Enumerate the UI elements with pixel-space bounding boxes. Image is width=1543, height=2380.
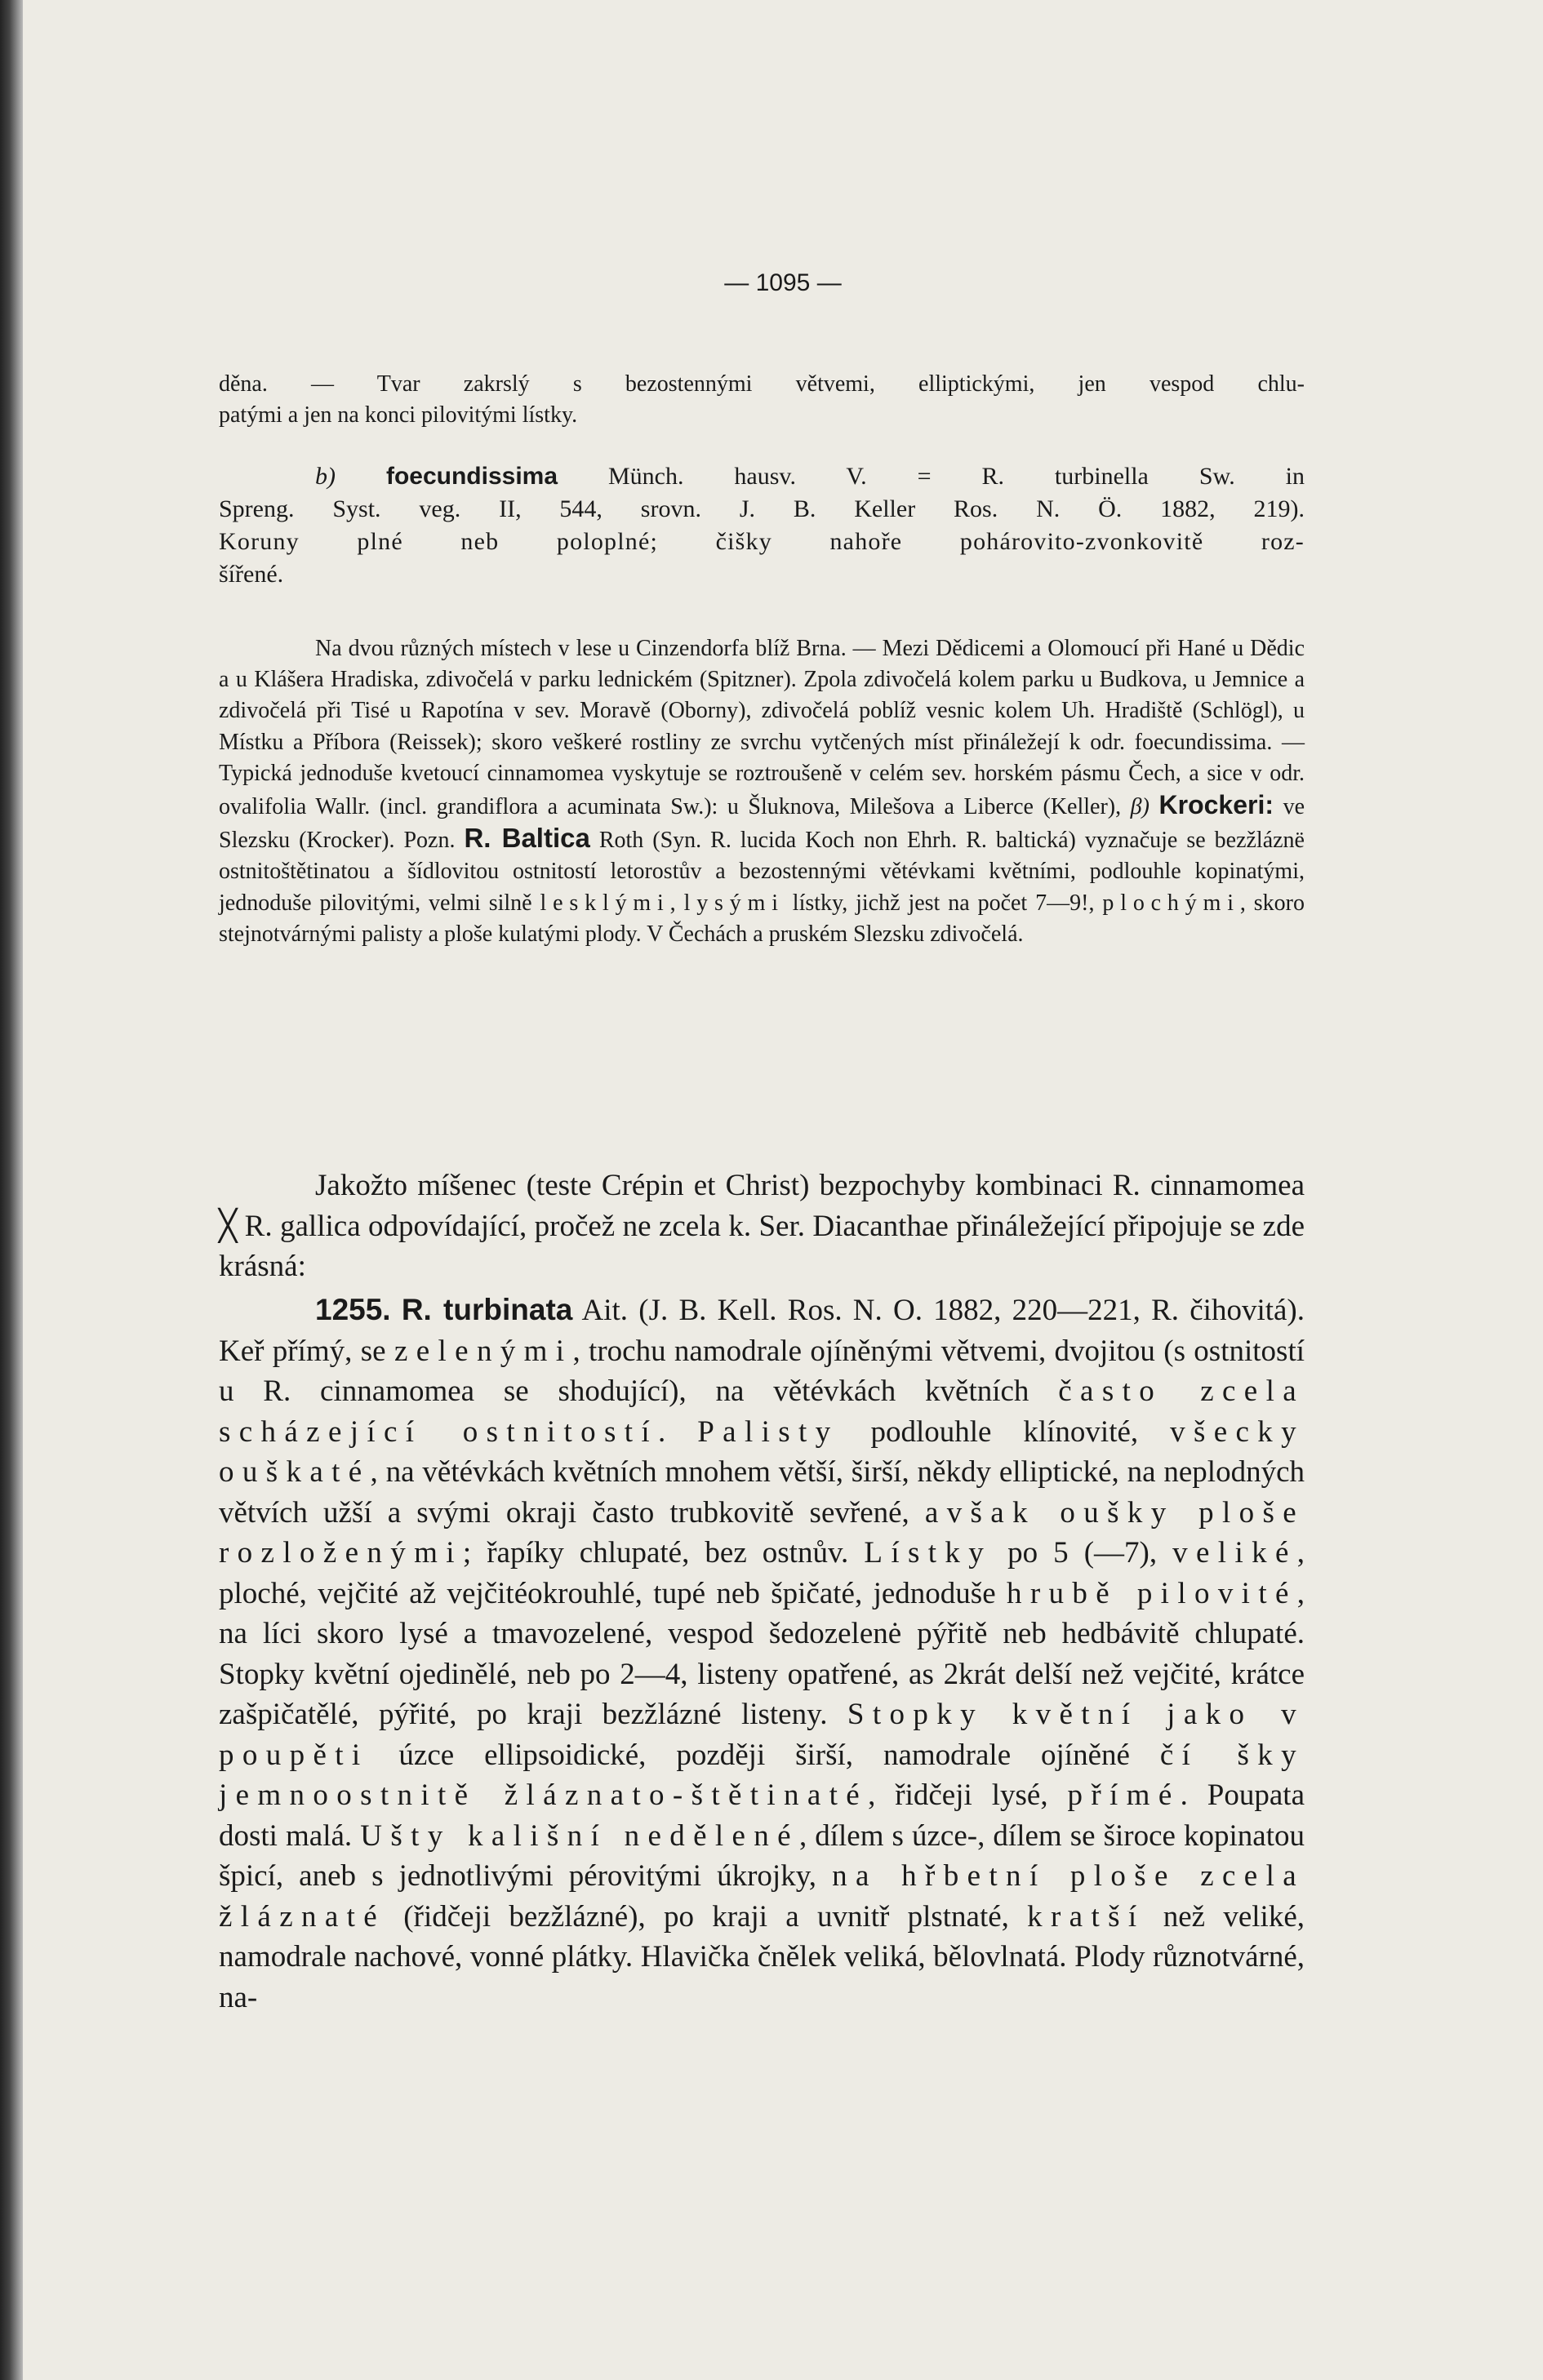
species-text: , na líci skoro lysé a tmavozelené, vespod šedozelenė pýřitě neb hedbávitě chlupaté. Stopky květní ojedinělé, neb po 2—4, listeny opatřené, as 2krát delší než vejčité, krátce zašpičatělé, pýřité, po kraji bezžlázné listeny. — [219, 1576, 1305, 1731]
species-description — [219, 1290, 1305, 2018]
species-text: , dílem s úzce-, dílem se široce kopinatou špicí, aneb s jednotlivými pérovitými úkrojky, — [219, 1818, 1305, 1893]
spaced-plochymi: plochými — [1102, 890, 1240, 916]
continued-description — [219, 369, 1305, 431]
occurrence-text — [219, 633, 1305, 950]
species-text: po 5 (—7), — [992, 1536, 1173, 1570]
species-text: ; řapíky chlupaté, bez ostnův. — [462, 1536, 865, 1570]
species-number: 1255. — [315, 1293, 391, 1326]
species-entry — [219, 1290, 1305, 2018]
species-spaced: Stopky květní jako v poupěti — [219, 1698, 1305, 1772]
occurrence-part-e: , skoro stejnotvárnými palisty a ploše kulatými plody. V Čechách a pruském Slezsku zdivočelá. — [219, 890, 1305, 947]
comma: , — [669, 890, 684, 916]
species-spaced: Palisty — [697, 1414, 839, 1449]
species-spaced: na hřbetní ploše zcela žláznaté — [219, 1859, 1305, 1934]
species-spaced: Ušty kališní nedělené — [360, 1818, 799, 1853]
page-number: — 1095 — — [724, 269, 842, 296]
variety-description-1: Koruny plné neb poloplné; čišky nahoře pohárovito-zvonkovitě roz- — [219, 528, 1305, 555]
baltica-name: R. Baltica — [464, 823, 590, 854]
species-text: . Poupata dosti malá. — [219, 1778, 1305, 1853]
occurrence-paragraph — [219, 633, 1305, 950]
species-name: R. turbinata — [401, 1293, 573, 1326]
top-line-1: děna. — Tvar zakrslý s bezostennými větvemi, elliptickými, jen vespod chlu- — [219, 371, 1305, 397]
hybrid-note — [219, 1166, 1305, 1287]
variety-reference-2: Spreng. Syst. veg. II, 544, srovn. J. B. Keller Ros. N. Ö. 1882, 219). — [219, 495, 1305, 522]
species-spaced: veliké — [1172, 1536, 1297, 1570]
variety-b-line-1 — [219, 460, 1305, 493]
species-text: . — [658, 1414, 698, 1449]
species-text: , trochu namodrale ojíněnými větvemi, dvojitou (s ostnitostí u R. cinnamomea se shodující), na větévkách květních — [219, 1334, 1305, 1408]
beta-marker: β) — [1130, 794, 1149, 820]
species-spaced: přímé — [1067, 1778, 1181, 1812]
spaced-lesklymi: lesklými — [540, 890, 670, 916]
species-text: , ploché, vejčité až vejčitéokrouhlé, tupé neb špičaté, jednoduše — [219, 1536, 1305, 1610]
variety-name: foecundissima — [385, 463, 558, 490]
species-spaced: hrubě pilovité — [1007, 1576, 1297, 1610]
krockeri-name: Krockeri: — [1158, 790, 1274, 820]
hybrid-note-text: Jakožto míšenec (teste Crépin et Christ) bezpochyby kombinaci R. cinnamomea ╳ R. gallica odpovídající, pročež ne zcela k. Ser. Diacanthae přináležející připojuje se zde krásná: — [219, 1169, 1305, 1283]
species-text: (řidčeji bezžlázné), po kraji a uvnitř plstnaté, — [385, 1899, 1028, 1934]
occurrence-part-b: ve Slezsku (Krocker). Pozn. — [219, 794, 1305, 854]
variety-reference-1: Münch. hausv. V. = R. turbinella Sw. in — [558, 463, 1305, 490]
species-text: Ait. (J. B. Kell. Ros. N. O. 1882, 220—221, R. čihovitá). Keř přímý, se — [219, 1294, 1305, 1368]
occurrence-part-c: Roth (Syn. R. lucida Koch non Ehrh. R. baltická) vyznačuje se bezžláznë ostnitoštětinatou a šídlovitou ostnitostí letorostův a bezostennými větévkami květními, podlouhle kopinatými, jednoduše pilovitými, velmi silně — [219, 828, 1305, 916]
species-spaced: často zcela scházející ostnitostí — [219, 1374, 1305, 1449]
species-text: , na větévkách květních mnohem větší, širší, někdy elliptické, na neplodných větvích užší a svými okraji často trubkovitě sevřené, — [219, 1455, 1305, 1530]
variety-marker: b) — [315, 463, 336, 490]
species-text: úzce ellipsoidické, později širší, namodrale ojíněné — [368, 1738, 1160, 1772]
species-spaced: zelenými — [394, 1334, 573, 1368]
species-text: než veliké, namodrale nachové, vonné plátky. Hlavička čnělek veliká, bělovlnatá. Plody různotvárné, na- — [219, 1899, 1305, 2014]
occurrence-part-a: Na dvou různých místech v lese u Cinzendorfa blíž Brna. — Mezi Dědicemi a Olomoucí při Hané u Dědic a u Klášera Hradiska, zdivočelá v parku lednickém (Spitzner). Zpola zdivočelá kolem parku u Budkova, u Jemnice a zdivočelá při Tisé u Rapotína v sev. Moravě (Oborny), zdivočelá poblíž vesnic kolem Uh. Hradiště (Schlögl), u Místku a Příbora (Reissek); skoro veškeré rostliny ze svrchu vytčených míst přináležejí k odr. foecundissima. — Typická jednoduše kvetoucí cinnamomea vyskytuje se roztroušeně v celém sev. horském pásmu Čech, a sice v odr. ovalifolia Wallr. (incl. grandiflora a acuminata Sw.): u Šluknova, Milešova a Liberce (Keller), — [219, 636, 1305, 820]
variety-description-2: šířené. — [219, 561, 284, 588]
species-spaced: všecky ouškaté — [219, 1414, 1305, 1489]
species-spaced: avšak oušky ploše rozloženými — [219, 1495, 1305, 1570]
occurrence-part-d: lístky, jichž jest na počet 7—9!, — [784, 890, 1103, 916]
book-page — [23, 0, 1543, 2380]
species-spaced: čí šky jemnoostnitě žláznato-štětinaté — [219, 1738, 1305, 1812]
species-text: , řidčeji lysé, — [868, 1778, 1068, 1812]
top-line-2: patými a jen na konci pilovitými lístky. — [219, 402, 578, 428]
book-spine-shadow — [0, 0, 23, 2380]
species-text: podlouhle klínovité, — [838, 1414, 1171, 1449]
spaced-lysymi: lysými — [683, 890, 785, 916]
variety-b-entry — [219, 460, 1305, 591]
species-spaced: Lístky — [864, 1536, 993, 1570]
species-spaced: kratší — [1027, 1899, 1145, 1934]
